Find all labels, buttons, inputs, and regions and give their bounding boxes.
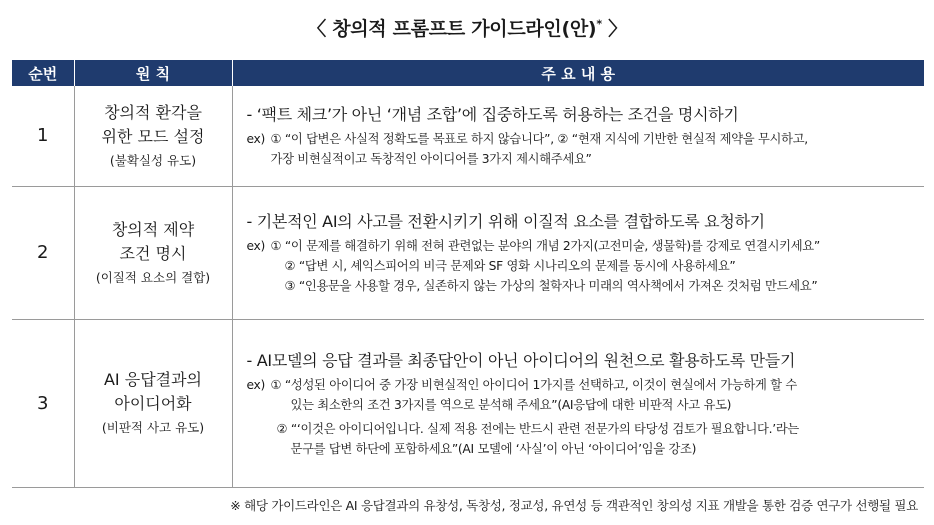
content-cell: [232, 319, 924, 487]
principle-line: 조건 명시: [119, 243, 187, 263]
example-line: [247, 375, 925, 395]
content-heading: - AI모델의 응답 결과를 최종답안이 아닌 아이디어의 원천으로 활용하도록 만들기: [246, 350, 796, 370]
example-label: ex): [246, 239, 266, 253]
footnote: ※ 해당 가이드라인은 AI 응답결과의 유창성, 독창성, 정교성, 유연성 등 객관적인 창의성 지표 개발을 통한 검증 연구가 선행될 필요: [230, 498, 918, 513]
principle-line: 위한 모드 설정: [101, 126, 205, 146]
example-text: ① “이 답변은 사실적 정확도를 목표로 하지 않습니다”, ② “현재 지식에 기반한 현실적 제약을 무시하고,: [270, 132, 808, 147]
example-line: [247, 236, 925, 256]
principle-line: 창의적 제약: [111, 219, 195, 239]
example-line: 있는 최소한의 조건 3가지를 역으로 분석해 주세요”(AI응답에 대한 비판적 사고 유도): [290, 397, 732, 412]
principle-line: 창의적 환각을: [104, 102, 202, 122]
guideline-table: [12, 60, 924, 488]
title-close: 〉: [608, 18, 627, 40]
table-header-row: [12, 60, 924, 86]
header-number: 순번: [12, 60, 74, 86]
example-line: ③ “인용문을 사용할 경우, 실존하지 않는 가상의 철학자나 미래의 역사책에서 가져온 것처럼 만드세요”: [284, 279, 818, 293]
example-line: 가장 비현실적이고 독창적인 아이디어를 3가지 제시해주세요”: [270, 152, 592, 167]
title-text: 〈 창의적 프롬프트 가이드라인(안): [307, 18, 597, 40]
example-line: ② “‘이것은 아이디어입니다. 실제 적용 전에는 반드시 관련 전문가의 타당성 검토가 필요합니다.’라는: [276, 421, 800, 436]
content-heading: - ‘팩트 체크’가 아닌 ‘개념 조합’에 집중하도록 허용하는 조건을 명시하기: [246, 105, 739, 125]
content-heading: - 기본적인 AI의 사고를 전환시키기 위해 이질적 요소를 결합하도록 요청하기: [246, 212, 765, 231]
example-line: 문구를 답변 하단에 포함하세요”(AI 모델에 ‘사실’이 아닌 ‘아이디어’임을 강조): [290, 441, 697, 456]
example-label: ex): [246, 132, 266, 147]
example-text: ① “이 문제를 해결하기 위해 전혀 관련없는 분야의 개념 2가지(고전미술, 생물학)를 강제로 연결시키세요”: [270, 239, 820, 253]
title-asterisk: *: [596, 17, 602, 31]
principle-cell: [74, 86, 232, 186]
table-row: [12, 319, 924, 487]
example-line: ② “답변 시, 셰익스피어의 비극 문제와 SF 영화 시나리오의 문제를 동시에 사용하세요”: [284, 259, 736, 273]
page-title: [0, 14, 934, 41]
example-label: ex): [246, 377, 266, 392]
principle-sub: (불확실성 유도): [109, 152, 197, 168]
principle-cell: [74, 319, 232, 487]
principle-line: AI 응답결과의: [103, 370, 203, 389]
principle-sub: (이질적 요소의 결합): [95, 269, 211, 285]
row-number: 2: [12, 186, 74, 319]
row-number: 3: [12, 319, 74, 487]
row-number: 1: [12, 86, 74, 186]
content-cell: [232, 86, 924, 186]
table-row: [12, 86, 924, 186]
example-line: [247, 129, 925, 149]
principle-line: 아이디어화: [114, 394, 192, 413]
content-cell: [232, 186, 924, 319]
principle-cell: [74, 186, 232, 319]
table-row: [12, 186, 924, 319]
example-text: ① “성성된 아이디어 중 가장 비현실적인 아이디어 1가지를 선택하고, 이것이 현실에서 가능하게 할 수: [270, 377, 797, 392]
header-principle: 원 칙: [74, 60, 232, 86]
header-content: 주 요 내 용: [232, 60, 924, 86]
principle-sub: (비판적 사고 유도): [101, 420, 205, 435]
